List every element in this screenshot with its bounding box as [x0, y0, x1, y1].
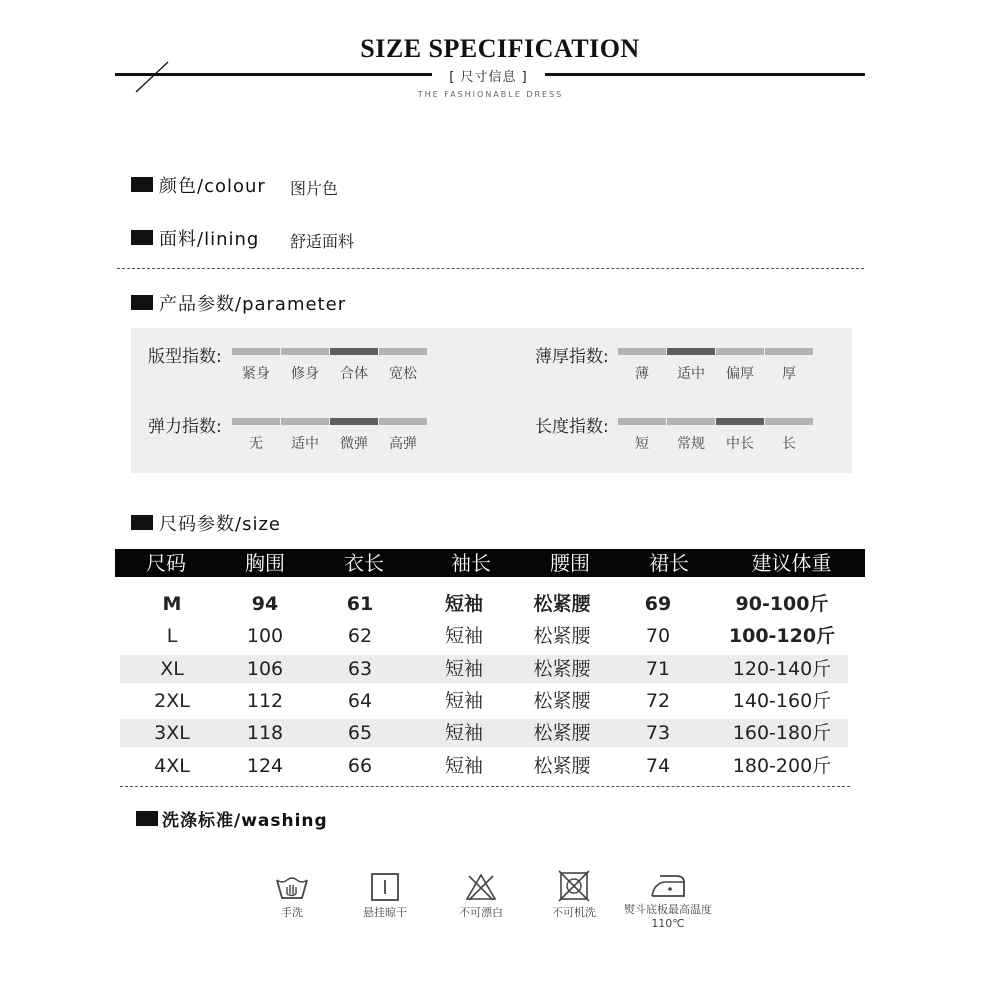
param-thickness-label: 薄厚指数: — [535, 347, 609, 367]
param-elasticity-option: 高弹 — [389, 436, 417, 452]
param-fit-option: 合体 — [340, 366, 368, 382]
param-thickness-option: 薄 — [635, 366, 649, 382]
cell-skirt: 69 — [644, 593, 672, 615]
param-length-bar — [716, 418, 764, 425]
cell-size: L — [166, 625, 178, 647]
cell-sleeve: 短袖 — [444, 625, 483, 647]
cell-sleeve: 短袖 — [444, 658, 483, 680]
param-elasticity-bar — [330, 418, 378, 425]
param-elasticity-option: 适中 — [291, 436, 319, 452]
parameter-marker — [131, 295, 153, 310]
param-elasticity-option: 无 — [249, 436, 263, 452]
no-bleach-icon — [464, 872, 498, 902]
iron-icon — [648, 872, 688, 900]
cell-bust: 106 — [246, 658, 284, 680]
cell-length: 62 — [347, 625, 373, 647]
param-thickness-bar — [765, 348, 813, 355]
param-elasticity-bar — [232, 418, 280, 425]
cell-length: 64 — [347, 690, 373, 712]
param-length-bar — [667, 418, 715, 425]
col-header-length: 衣长 — [344, 551, 384, 575]
size-label: 尺码参数/size — [159, 514, 281, 535]
cell-waist: 松紧腰 — [533, 593, 591, 615]
cell-length: 66 — [347, 755, 373, 777]
cell-length: 65 — [347, 722, 373, 744]
param-length-bar — [765, 418, 813, 425]
cell-skirt: 74 — [645, 755, 671, 777]
cell-sleeve: 短袖 — [444, 722, 483, 744]
cell-waist: 松紧腰 — [533, 722, 591, 744]
param-thickness-bar — [716, 348, 764, 355]
param-fit-option: 宽松 — [389, 366, 417, 382]
param-thickness-option: 偏厚 — [726, 366, 754, 382]
col-header-bust: 胸围 — [245, 551, 285, 575]
header-rule-right — [545, 73, 865, 76]
cell-size: 2XL — [154, 690, 190, 712]
cell-size: 4XL — [154, 755, 190, 777]
colour-value: 图片色 — [290, 179, 339, 198]
page-title: SIZE SPECIFICATION — [360, 34, 640, 63]
param-fit-bar — [330, 348, 378, 355]
col-header-skirt-length: 裙长 — [649, 551, 689, 575]
cell-weight: 120-140斤 — [732, 658, 832, 680]
param-thickness-option: 适中 — [677, 366, 705, 382]
param-length-bar — [618, 418, 666, 425]
cell-waist: 松紧腰 — [533, 755, 591, 777]
hang-dry-icon — [370, 872, 400, 902]
param-elasticity-option: 微弹 — [340, 436, 368, 452]
lining-value: 舒适面料 — [290, 232, 355, 251]
cell-bust: 112 — [246, 690, 284, 712]
param-thickness-bar — [618, 348, 666, 355]
divider — [117, 268, 864, 269]
param-elasticity-bar — [379, 418, 427, 425]
param-fit-bar — [281, 348, 329, 355]
subtitle-cn: [ 尺寸信息 ] — [449, 70, 528, 85]
cell-sleeve: 短袖 — [444, 593, 483, 615]
cell-weight: 140-160斤 — [732, 690, 832, 712]
cell-skirt: 72 — [645, 690, 671, 712]
cell-waist: 松紧腰 — [533, 690, 591, 712]
param-elasticity-label: 弹力指数: — [148, 417, 222, 437]
cell-weight: 160-180斤 — [732, 722, 832, 744]
no-machine-wash-icon — [558, 870, 590, 902]
colour-label: 颜色/colour — [159, 176, 266, 197]
param-fit-bar — [232, 348, 280, 355]
cell-length: 63 — [347, 658, 373, 680]
cell-waist: 松紧腰 — [533, 625, 591, 647]
cell-sleeve: 短袖 — [444, 690, 483, 712]
no-bleach-text: 不可漂白 — [459, 906, 503, 919]
lining-label: 面料/lining — [159, 229, 260, 250]
cell-skirt: 70 — [645, 625, 671, 647]
param-thickness-bar — [667, 348, 715, 355]
cell-bust: 124 — [246, 755, 284, 777]
subtitle-en: THE FASHIONABLE DRESS — [417, 90, 564, 99]
param-fit-option: 紧身 — [242, 366, 270, 382]
param-length-option: 中长 — [726, 436, 754, 452]
param-elasticity-bar — [281, 418, 329, 425]
cell-skirt: 73 — [645, 722, 671, 744]
param-length-option: 常规 — [677, 436, 705, 452]
washing-marker — [136, 811, 158, 826]
size-marker — [131, 515, 153, 530]
cell-bust: 118 — [246, 722, 284, 744]
param-fit-label: 版型指数: — [148, 347, 222, 367]
divider — [120, 786, 850, 787]
cell-weight: 180-200斤 — [732, 755, 832, 777]
param-fit-bar — [379, 348, 427, 355]
cell-length: 61 — [346, 593, 374, 615]
parameter-label: 产品参数/parameter — [159, 294, 347, 315]
hand-wash-icon — [274, 872, 310, 902]
col-header-weight: 建议体重 — [751, 551, 832, 575]
col-header-size: 尺码 — [146, 551, 186, 575]
param-fit-option: 修身 — [291, 366, 319, 382]
cell-size: 3XL — [154, 722, 190, 744]
param-length-option: 长 — [782, 436, 796, 452]
lining-marker — [131, 230, 153, 245]
hang-dry-text: 悬挂晾干 — [363, 906, 407, 919]
cell-bust: 94 — [251, 593, 279, 615]
col-header-waist: 腰围 — [550, 551, 590, 575]
no-machine-wash-text: 不可机洗 — [552, 906, 596, 919]
param-thickness-option: 厚 — [782, 366, 796, 382]
colour-marker — [131, 177, 153, 192]
cell-size: M — [162, 593, 182, 615]
cell-weight: 90-100斤 — [735, 593, 829, 615]
cell-sleeve: 短袖 — [444, 755, 483, 777]
iron-text: 熨斗底板最高温度110℃ — [624, 903, 712, 930]
cell-skirt: 71 — [645, 658, 671, 680]
decorative-slash — [128, 60, 172, 94]
cell-weight: 100-120斤 — [728, 625, 836, 647]
cell-bust: 100 — [246, 625, 284, 647]
param-length-label: 长度指数: — [535, 417, 609, 437]
washing-label: 洗涤标准/washing — [162, 811, 328, 831]
hand-wash-text: 手洗 — [281, 906, 303, 919]
cell-waist: 松紧腰 — [533, 658, 591, 680]
param-length-option: 短 — [635, 436, 649, 452]
col-header-sleeve: 袖长 — [451, 551, 491, 575]
cell-size: XL — [160, 658, 184, 680]
